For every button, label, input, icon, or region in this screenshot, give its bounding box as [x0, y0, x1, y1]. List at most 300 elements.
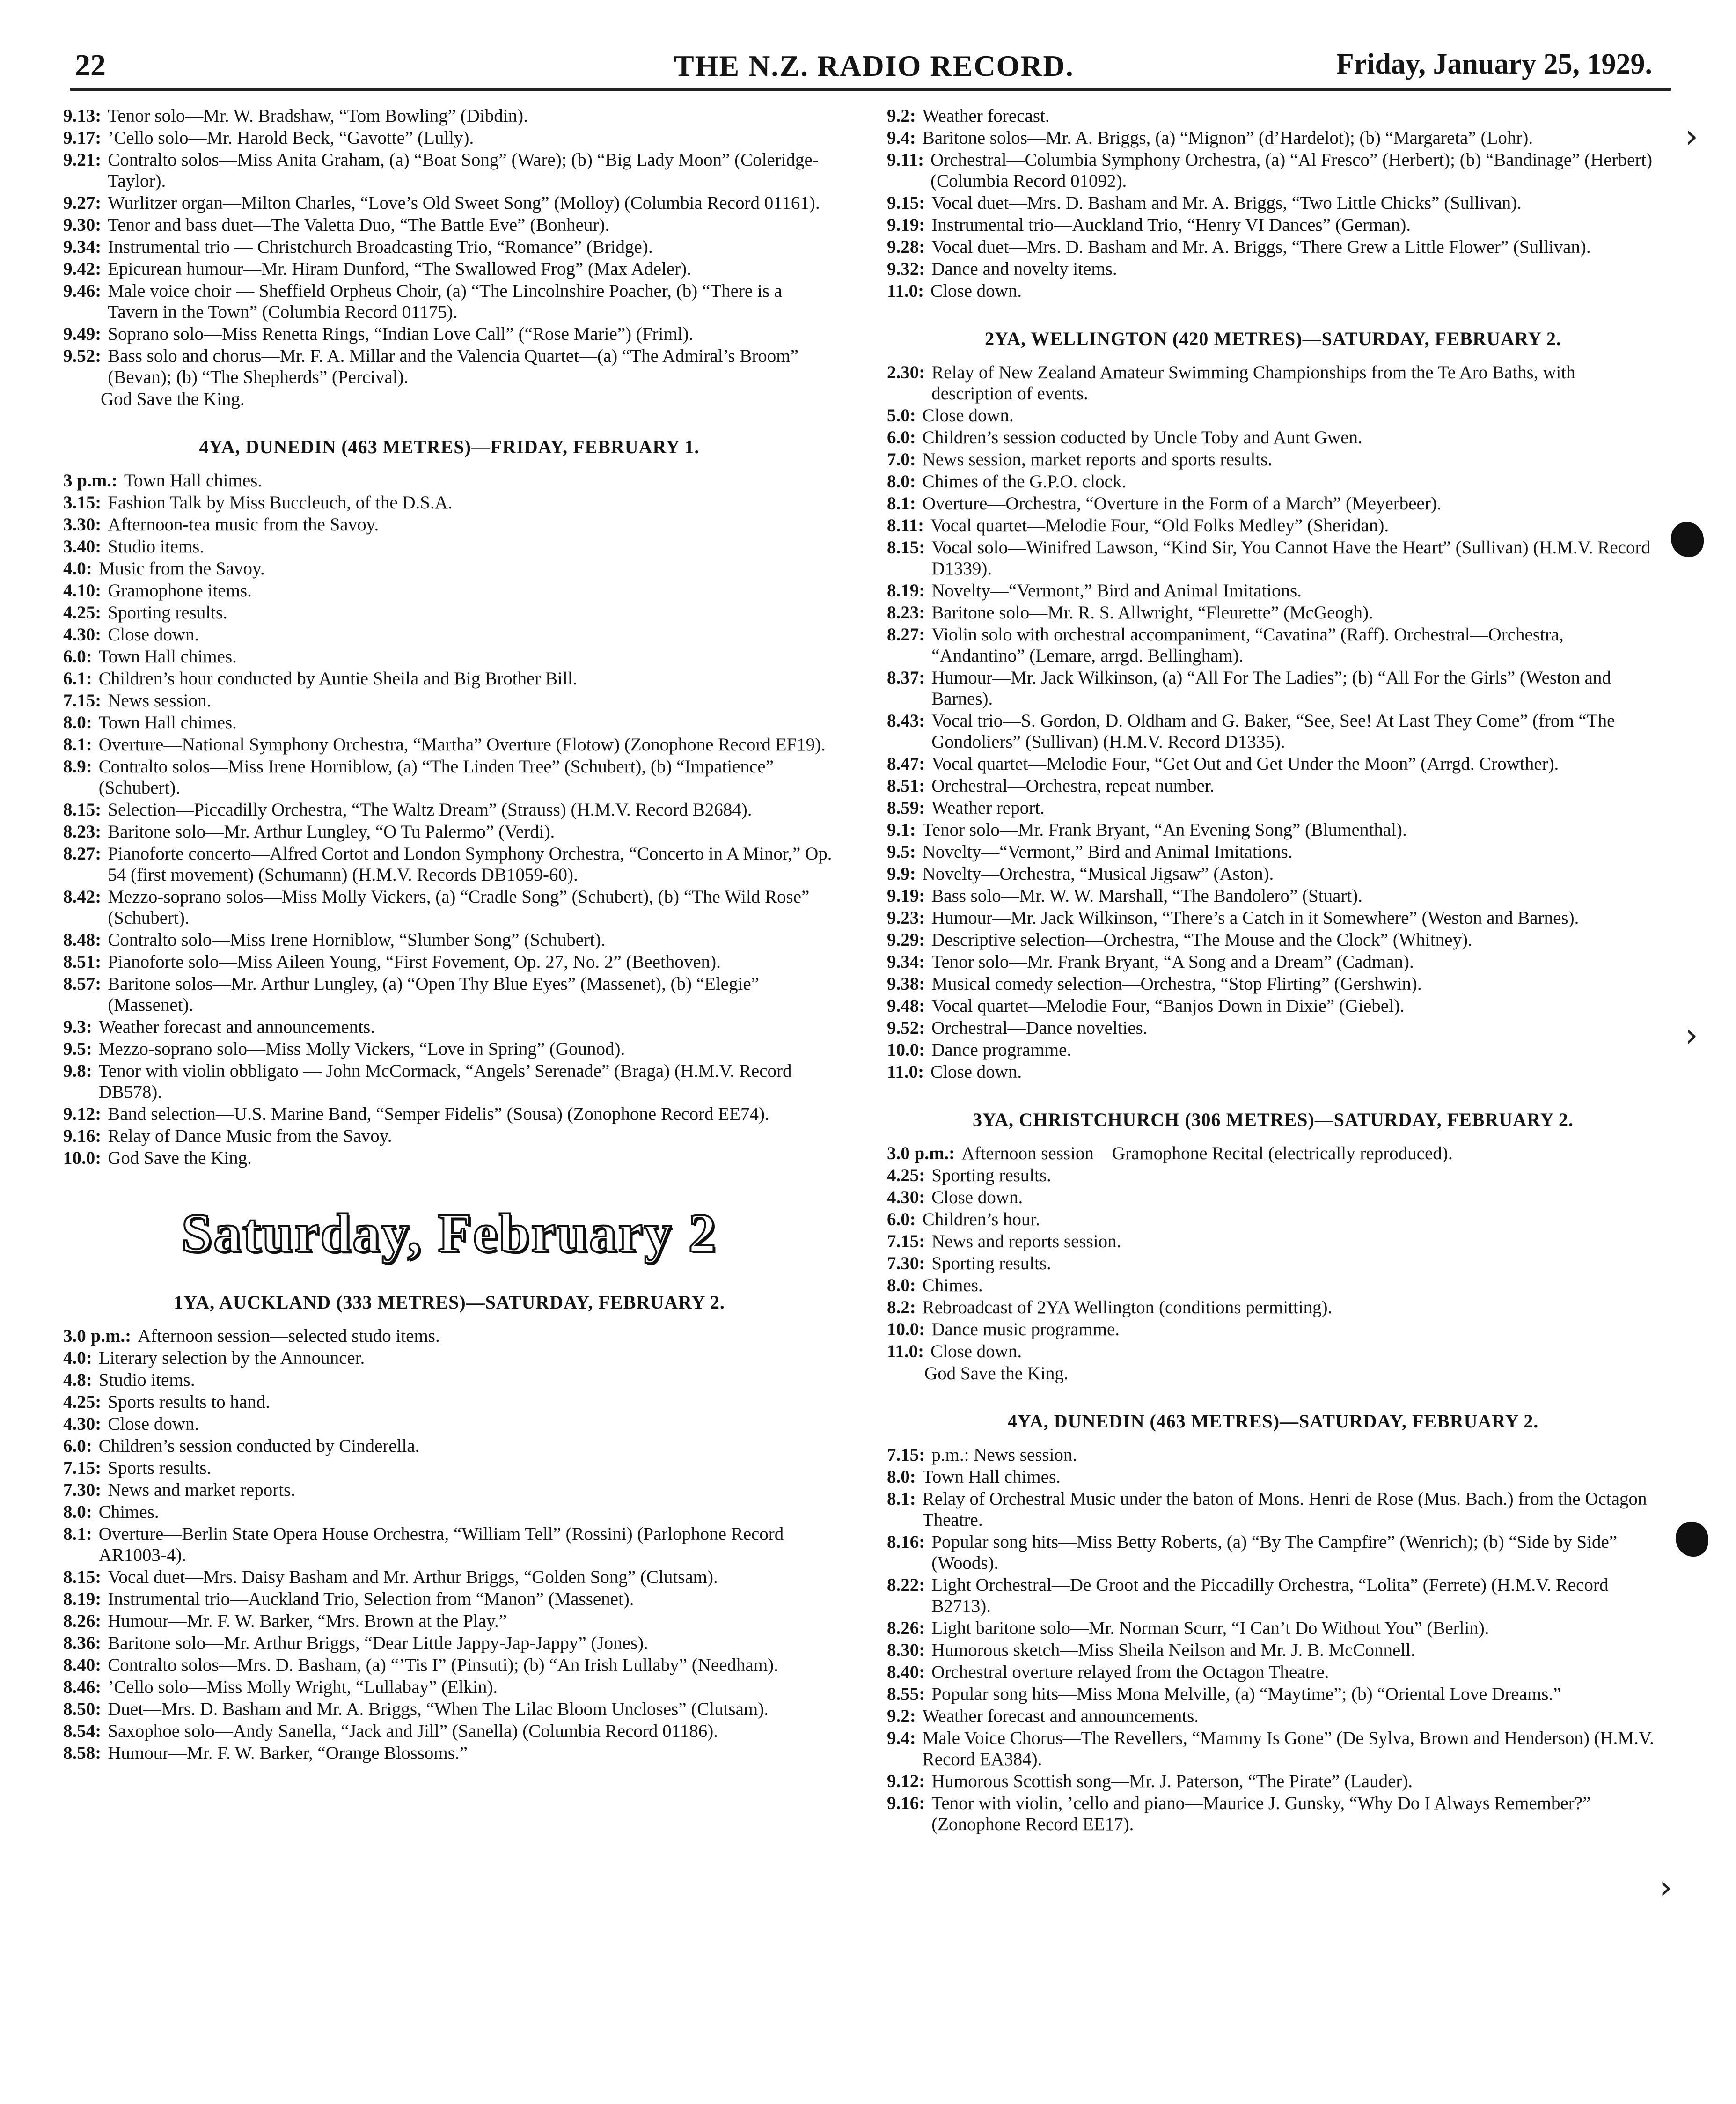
entry-text: Humorous sketch—Miss Sheila Neilson and Mr. J. B. McConnell.: [931, 1640, 1415, 1660]
program-entry: [887, 1444, 1659, 1465]
entry-time: 8.50:: [63, 1699, 102, 1719]
entry-time: 9.4:: [887, 1728, 916, 1748]
entry-time: 8.46:: [63, 1677, 102, 1697]
entry-time: 7.15:: [887, 1231, 925, 1251]
section-heading-auckland-saturday: 1YA, AUCKLAND (333 METRES)—SATURDAY, FEBRUARY 2.: [174, 1292, 725, 1313]
entry-time: 9.49:: [63, 324, 102, 344]
program-entry: [63, 192, 835, 213]
program-entry: [887, 362, 1659, 404]
program-entry: [63, 668, 835, 689]
entry-time: 8.40:: [63, 1655, 102, 1675]
entry-text: Contralto solo—Miss Irene Horniblow, “Slumber Song” (Schubert).: [108, 930, 606, 950]
entry-text: Humour—Mr. F. W. Barker, “Mrs. Brown at the Play.”: [108, 1611, 507, 1631]
entry-time: 4.30:: [63, 625, 102, 645]
entry-time: 9.23:: [887, 908, 925, 928]
entry-time: 8.51:: [63, 952, 102, 972]
header-rule: [70, 88, 1671, 91]
program-entry: [63, 712, 835, 733]
entry-text: Vocal duet—Mrs. Daisy Basham and Mr. Arthur Briggs, “Golden Song” (Clutsam).: [108, 1567, 718, 1587]
entry-time: 8.15:: [63, 1567, 102, 1587]
entry-text: Tenor solo—Mr. W. Bradshaw, “Tom Bowling” (Dibdin).: [108, 106, 528, 126]
entry-text: Rebroadcast of 2YA Wellington (conditions permitting).: [922, 1297, 1333, 1317]
program-entry: [887, 907, 1659, 928]
entry-time: 6.1:: [63, 669, 92, 689]
entry-time: 8.9:: [63, 757, 92, 777]
program-entry: [63, 1148, 835, 1169]
program-entry: [887, 973, 1659, 994]
entry-time: 8.1:: [887, 493, 916, 514]
entry-text: Close down.: [922, 405, 1014, 426]
program-entry: [887, 841, 1659, 862]
program-entry: [887, 1706, 1659, 1727]
program-entry: [63, 821, 835, 842]
entry-time: 9.3:: [63, 1017, 92, 1037]
entry-time: 8.37:: [887, 668, 925, 688]
program-entry: [887, 127, 1659, 148]
entry-time: 10.0:: [887, 1040, 925, 1060]
entry-text: Pianoforte solo—Miss Aileen Young, “First Fovement, Op. 27, No. 2” (Beethoven).: [108, 952, 721, 972]
entry-time: 6.0:: [63, 1436, 92, 1456]
entry-text: Town Hall chimes.: [98, 647, 237, 667]
entry-text: God Save the King.: [108, 1148, 252, 1168]
program-entry: [887, 192, 1659, 213]
entry-text: Light baritone solo—Mr. Norman Scurr, “I Can’t Do Without You” (Berlin).: [931, 1618, 1489, 1638]
margin-mark: ›: [1685, 1016, 1698, 1054]
program-entry: [887, 819, 1659, 840]
program-entry: [887, 1662, 1659, 1683]
program-list: [63, 105, 835, 388]
entry-text: Light Orchestral—De Groot and the Piccadilly Orchestra, “Lolita” (Ferrete) (H.M.V. Record B2713).: [931, 1575, 1609, 1616]
entry-text: Relay of Orchestral Music under the baton of Mons. Henri de Rose (Mus. Bach.) from the Octagon Theatre.: [922, 1489, 1647, 1530]
entry-time: 8.30:: [887, 1640, 925, 1660]
program-entry: [887, 1275, 1659, 1296]
entry-text: Humorous Scottish song—Mr. J. Paterson, “The Pirate” (Lauder).: [931, 1771, 1413, 1791]
entry-time: 11.0:: [887, 1062, 924, 1082]
program-entry: [63, 1016, 835, 1037]
entry-text: Chimes of the G.P.O. clock.: [922, 471, 1127, 492]
entry-time: 8.16:: [887, 1532, 925, 1552]
entry-time: 8.26:: [887, 1618, 925, 1638]
entry-text: Instrumental trio—Auckland Trio, Selection from “Manon” (Massenet).: [108, 1589, 634, 1609]
entry-text: Baritone solos—Mr. A. Briggs, (a) “Mignon” (d’Hardelot); (b) “Margareta” (Lohr).: [922, 128, 1533, 148]
program-entry: [887, 580, 1659, 601]
entry-text: Novelty—Orchestra, “Musical Jigsaw” (Aston).: [922, 864, 1274, 884]
program-entry: [63, 1567, 835, 1588]
entry-text: Selection—Piccadilly Orchestra, “The Waltz Dream” (Strauss) (H.M.V. Record B2684).: [108, 800, 752, 820]
entry-text: Vocal quartet—Melodie Four, “Get Out and Get Under the Moon” (Arrgd. Crowther).: [931, 754, 1559, 774]
entry-text: Vocal trio—S. Gordon, D. Oldham and G. Baker, “See, See! At Last They Come” (from “The Gondoliers” (Sullivan) (H.M.V. Record D1335).: [931, 711, 1615, 752]
closing-line: God Save the King.: [924, 1363, 1069, 1383]
entry-text: Studio items.: [98, 1370, 195, 1390]
entry-time: 9.2:: [887, 1706, 916, 1726]
entry-time: 8.11:: [887, 515, 924, 536]
entry-text: Town Hall chimes.: [922, 1467, 1061, 1487]
program-entry: [887, 1187, 1659, 1208]
program-entry: [63, 1655, 835, 1676]
program-entry: [887, 667, 1659, 709]
entry-time: 9.19:: [887, 886, 925, 906]
entry-time: 8.1:: [63, 735, 92, 755]
entry-text: Novelty—“Vermont,” Bird and Animal Imitations.: [922, 842, 1293, 862]
entry-text: Weather report.: [931, 798, 1045, 818]
entry-text: Town Hall chimes.: [98, 713, 237, 733]
right-column: [887, 105, 1659, 1836]
entry-time: 8.23:: [63, 822, 102, 842]
program-entry: [63, 624, 835, 645]
entry-time: 5.0:: [887, 405, 916, 426]
program-entry: [887, 236, 1659, 257]
program-entry: [63, 492, 835, 513]
entry-text: Popular song hits—Miss Betty Roberts, (a) “By The Campfire” (Wenrich); (b) “Side by Side” (Woods).: [931, 1532, 1618, 1573]
entry-text: Bass solo and chorus—Mr. F. A. Millar and the Valencia Quartet—(a) “The Admiral’s Broom” (Bevan); (b) “The Shepherds” (Percival).: [108, 346, 798, 387]
entry-text: Orchestral—Orchestra, repeat number.: [931, 776, 1215, 796]
program-entry: [887, 797, 1659, 818]
program-entry: [887, 449, 1659, 470]
entry-text: Contralto solos—Miss Irene Horniblow, (a) “The Linden Tree” (Schubert), (b) “Impatience” (Schubert).: [98, 757, 774, 798]
entry-time: 2.30:: [887, 362, 925, 383]
closing-line: God Save the King.: [101, 389, 245, 409]
program-entry: [63, 951, 835, 972]
program-entry: [63, 756, 835, 798]
program-entry: [63, 1347, 835, 1368]
entry-time: 8.40:: [887, 1662, 925, 1682]
entry-text: Sporting results.: [108, 603, 227, 623]
entry-time: 9.4:: [887, 128, 916, 148]
issue-date: Friday, January 25, 1929.: [1336, 48, 1652, 80]
entry-text: Chimes.: [922, 1275, 983, 1295]
entry-text: Tenor solo—Mr. Frank Bryant, “An Evening Song” (Blumenthal).: [922, 820, 1407, 840]
entry-time: 10.0:: [887, 1319, 925, 1339]
program-entry: [887, 493, 1659, 514]
entry-text: Gramophone items.: [108, 581, 252, 601]
entry-text: Afternoon-tea music from the Savoy.: [108, 515, 379, 535]
entry-text: Instrumental trio — Christchurch Broadcasting Trio, “Romance” (Bridge).: [108, 237, 653, 257]
program-entry: [63, 258, 835, 280]
entry-text: Wurlitzer organ—Milton Charles, “Love’s Old Sweet Song” (Molloy) (Columbia Record 01161).: [108, 193, 820, 213]
entry-time: 8.19:: [887, 581, 925, 601]
entry-text: Overture—Berlin State Opera House Orchestra, “William Tell” (Rossini) (Parlophone Record AR1003-4).: [98, 1524, 784, 1565]
program-entry: [887, 1319, 1659, 1340]
entry-time: 8.0:: [887, 1467, 916, 1487]
entry-time: 8.27:: [63, 844, 102, 864]
entry-text: Baritone solo—Mr. Arthur Briggs, “Dear Little Jappy-Jap-Jappy” (Jones).: [108, 1633, 648, 1653]
program-entry: [63, 149, 835, 191]
entry-time: 8.0:: [63, 713, 92, 733]
program-entry: [63, 558, 835, 579]
entry-time: 9.8:: [63, 1061, 92, 1081]
entry-time: 8.26:: [63, 1611, 102, 1631]
program-entry: [887, 258, 1659, 280]
entry-text: Pianoforte concerto—Alfred Cortot and London Symphony Orchestra, “Concerto in A Minor,” Op. 54 (first movement) (Schumann) (H.M.V. Records DB1059-60).: [108, 844, 832, 885]
entry-text: Vocal solo—Winifred Lawson, “Kind Sir, You Cannot Have the Heart” (Sullivan) (H.M.V. Record D1339).: [931, 537, 1650, 579]
entry-time: 8.15:: [887, 537, 925, 558]
entry-time: 9.5:: [887, 842, 916, 862]
program-entry: [63, 346, 835, 388]
day-title: Saturday, February 2: [181, 1202, 718, 1264]
program-entry: [63, 843, 835, 885]
program-entry: [63, 929, 835, 950]
program-entry: [63, 1501, 835, 1523]
program-entry: [63, 1523, 835, 1566]
program-entry: [887, 214, 1659, 235]
program-entry: [887, 1061, 1659, 1082]
program-entry: [887, 1297, 1659, 1318]
program-entry: [63, 127, 835, 148]
entry-time: 9.15:: [887, 193, 925, 213]
program-entry: [63, 1677, 835, 1698]
entry-text: Contralto solos—Miss Anita Graham, (a) “Boat Song” (Ware); (b) “Big Lady Moon” (Coleridge-Taylor).: [108, 150, 819, 191]
entry-time: 4.30:: [887, 1187, 925, 1207]
program-entry: [63, 973, 835, 1015]
program-entry: [887, 1488, 1659, 1530]
entry-text: Epicurean humour—Mr. Hiram Dunford, “The Swallowed Frog” (Max Adeler).: [108, 259, 691, 279]
program-entry: [63, 1103, 835, 1125]
entry-time: 4.8:: [63, 1370, 92, 1390]
entry-text: Descriptive selection—Orchestra, “The Mouse and the Clock” (Whitney).: [931, 930, 1472, 950]
entry-time: 8.58:: [63, 1743, 102, 1763]
entry-text: Mezzo-soprano solo—Miss Molly Vickers, “Love in Spring” (Gounod).: [98, 1039, 625, 1059]
program-entry: [887, 280, 1659, 302]
program-entry: [887, 1640, 1659, 1661]
entry-text: Tenor with violin, ’cello and piano—Maurice J. Gunsky, “Why Do I Always Remember?” (Zonophone Record EE17).: [931, 1793, 1591, 1834]
entry-time: 7.0:: [887, 449, 916, 470]
program-entry: [63, 536, 835, 557]
program-entry: [887, 1017, 1659, 1038]
entry-text: Music from the Savoy.: [98, 559, 265, 579]
program-entry: [887, 427, 1659, 448]
program-entry: [63, 734, 835, 755]
entry-time: 9.13:: [63, 106, 102, 126]
entry-text: Vocal duet—Mrs. D. Basham and Mr. A. Briggs, “Two Little Chicks” (Sullivan).: [931, 193, 1522, 213]
entry-time: 9.12:: [63, 1104, 102, 1124]
entry-text: Male Voice Chorus—The Revellers, “Mammy Is Gone” (De Sylva, Brown and Henderson) (H.M.V. Record EA384).: [922, 1728, 1654, 1769]
entry-text: Chimes.: [98, 1502, 159, 1522]
ink-blot: [1671, 522, 1704, 557]
entry-time: 8.2:: [887, 1297, 916, 1317]
entry-time: 8.1:: [887, 1489, 916, 1509]
program-entry: [63, 324, 835, 345]
program-list: [887, 362, 1659, 1082]
entry-text: Violin solo with orchestral accompaniment, “Cavatina” (Raff). Orchestral—Orchestra, “Andantino” (Lemare, arrgd. Bellingham).: [931, 625, 1564, 666]
program-entry: [63, 1633, 835, 1654]
entry-time: 9.42:: [63, 259, 102, 279]
entry-text: Humour—Mr. Jack Wilkinson, “There’s a Catch in it Somewhere” (Weston and Barnes).: [931, 908, 1579, 928]
program-entry: [887, 753, 1659, 774]
program-entry: [63, 1611, 835, 1632]
entry-text: Weather forecast.: [922, 106, 1050, 126]
program-entry: [63, 1479, 835, 1501]
program-entry: [887, 105, 1659, 126]
program-list: [63, 470, 835, 1169]
entry-text: Close down.: [930, 281, 1022, 301]
entry-time: 3.40:: [63, 537, 102, 557]
program-entry: [887, 471, 1659, 492]
program-entry: [887, 1039, 1659, 1060]
program-entry: [887, 775, 1659, 796]
entry-time: 9.52:: [887, 1018, 925, 1038]
program-entry: [63, 1369, 835, 1390]
left-column: [63, 105, 835, 1765]
program-entry: [63, 1435, 835, 1457]
entry-time: 8.0:: [887, 1275, 916, 1295]
entry-text: Soprano solo—Miss Renetta Rings, “Indian Love Call” (“Rose Marie”) (Friml).: [108, 324, 694, 344]
entry-time: 8.47:: [887, 754, 925, 774]
entry-text: Duet—Mrs. D. Basham and Mr. A. Briggs, “When The Lilac Bloom Uncloses” (Clutsam).: [108, 1699, 769, 1719]
program-entry: [887, 863, 1659, 884]
program-entry: [887, 995, 1659, 1016]
program-entry: [63, 580, 835, 601]
entry-text: Close down.: [930, 1341, 1022, 1361]
entry-time: 4.25:: [63, 603, 102, 623]
entry-text: Baritone solo—Mr. Arthur Lungley, “O Tu Palermo” (Verdi).: [108, 822, 555, 842]
entry-text: Novelty—“Vermont,” Bird and Animal Imitations.: [931, 581, 1302, 601]
entry-text: Vocal quartet—Melodie Four, “Old Folks Medley” (Sheridan).: [930, 515, 1389, 536]
entry-time: 10.0:: [63, 1148, 102, 1168]
entry-time: 6.0:: [63, 647, 92, 667]
entry-time: 8.55:: [887, 1684, 925, 1704]
program-entry: [887, 1466, 1659, 1487]
entry-time: 7.15:: [63, 1458, 102, 1478]
entry-time: 9.19:: [887, 215, 925, 235]
entry-time: 4.25:: [63, 1392, 102, 1412]
program-entry: [887, 1165, 1659, 1186]
entry-text: Baritone solos—Mr. Arthur Lungley, (a) “Open Thy Blue Eyes” (Massenet), (b) “Elegie” (Massenet).: [108, 974, 759, 1015]
entry-time: 4.0:: [63, 1348, 92, 1368]
program-entry: [63, 1060, 835, 1103]
entry-text: p.m.: News session.: [931, 1445, 1077, 1465]
program-entry: [63, 646, 835, 667]
entry-text: Overture—National Symphony Orchestra, “Martha” Overture (Flotow) (Zonophone Record EF19).: [98, 735, 826, 755]
program-list: [887, 1143, 1659, 1362]
entry-text: Humour—Mr. F. W. Barker, “Orange Blossoms.”: [108, 1743, 468, 1763]
program-entry: [63, 1126, 835, 1147]
entry-time: 9.27:: [63, 193, 102, 213]
program-entry: [63, 1413, 835, 1435]
entry-time: 9.1:: [887, 820, 916, 840]
entry-text: News and reports session.: [931, 1231, 1121, 1251]
program-entry: [887, 537, 1659, 579]
program-entry: [63, 236, 835, 257]
entry-text: Relay of New Zealand Amateur Swimming Championships from the Te Aro Baths, with description of events.: [931, 362, 1575, 404]
entry-text: Popular song hits—Miss Mona Melville, (a) “Maytime”; (b) “Oriental Love Dreams.”: [931, 1684, 1561, 1704]
entry-time: 9.21:: [63, 150, 102, 170]
entry-text: Sports results.: [108, 1458, 212, 1478]
entry-time: 4.10:: [63, 581, 102, 601]
program-entry: [63, 1721, 835, 1742]
entry-text: Afternoon session—Gramophone Recital (electrically reproduced).: [961, 1143, 1453, 1163]
program-entry: [887, 1341, 1659, 1362]
program-entry: [887, 405, 1659, 426]
entry-text: Orchestral—Columbia Symphony Orchestra, (a) “Al Fresco” (Herbert); (b) “Bandinage” (Herbert) (Columbia Record 01092).: [930, 150, 1653, 191]
entry-text: Children’s session coducted by Uncle Toby and Aunt Gwen.: [922, 427, 1362, 448]
entry-text: Orchestral overture relayed from the Octagon Theatre.: [931, 1662, 1329, 1682]
program-entry: [63, 214, 835, 235]
program-entry: [887, 710, 1659, 752]
program-entry: [887, 951, 1659, 972]
section-heading-christchurch-saturday: 3YA, CHRISTCHURCH (306 METRES)—SATURDAY, FEBRUARY 2.: [972, 1109, 1574, 1130]
entry-text: News and market reports.: [108, 1480, 295, 1500]
entry-time: 7.15:: [887, 1445, 925, 1465]
entry-time: 9.48:: [887, 996, 925, 1016]
program-entry: [887, 885, 1659, 906]
entry-time: 9.5:: [63, 1039, 92, 1059]
entry-text: Close down.: [930, 1062, 1022, 1082]
program-entry: [887, 1253, 1659, 1274]
program-entry: [887, 1574, 1659, 1617]
entry-time: 8.23:: [887, 603, 925, 623]
entry-time: 8.19:: [63, 1589, 102, 1609]
entry-time: 8.57:: [63, 974, 102, 994]
program-entry: [63, 1038, 835, 1059]
entry-time: 8.36:: [63, 1633, 102, 1653]
entry-time: 9.9:: [887, 864, 916, 884]
publication-title: THE N.Z. RADIO RECORD.: [674, 49, 1074, 82]
entry-text: Afternoon session—selected studo items.: [138, 1326, 440, 1346]
entry-text: Relay of Dance Music from the Savoy.: [108, 1126, 392, 1146]
program-entry: [63, 514, 835, 535]
program-entry: [887, 1143, 1659, 1164]
entry-text: Dance programme.: [931, 1040, 1072, 1060]
program-entry: [63, 799, 835, 820]
entry-time: 4.30:: [63, 1414, 102, 1434]
entry-text: Mezzo-soprano solos—Miss Molly Vickers, (a) “Cradle Song” (Schubert), (b) “The Wild Rose” (Schubert).: [108, 887, 810, 928]
entry-text: Humour—Mr. Jack Wilkinson, (a) “All For The Ladies”; (b) “All For the Girls” (Weston and Barnes).: [931, 668, 1611, 709]
entry-time: 8.54:: [63, 1721, 102, 1741]
program-list: [887, 105, 1659, 302]
entry-text: Vocal quartet—Melodie Four, “Banjos Down in Dixie” (Giebel).: [931, 996, 1405, 1016]
entry-text: Tenor with violin obbligato — John McCormack, “Angels’ Serenade” (Braga) (H.M.V. Record DB578).: [98, 1061, 792, 1102]
entry-time: 9.30:: [63, 215, 102, 235]
margin-mark: ›: [1659, 1868, 1672, 1906]
entry-text: Children’s session conducted by Cinderella.: [98, 1436, 420, 1456]
entry-time: 9.12:: [887, 1771, 925, 1791]
program-entry: [63, 1743, 835, 1764]
entry-time: 6.0:: [887, 427, 916, 448]
entry-text: Sports results to hand.: [108, 1392, 270, 1412]
program-entry: [887, 602, 1659, 623]
entry-time: 4.25:: [887, 1165, 925, 1185]
entry-time: 8.0:: [887, 471, 916, 492]
entry-time: 9.46:: [63, 281, 102, 301]
program-entry: [887, 1209, 1659, 1230]
entry-time: 9.16:: [887, 1793, 925, 1813]
entry-text: Literary selection by the Announcer.: [98, 1348, 365, 1368]
entry-text: Dance music programme.: [931, 1319, 1120, 1339]
entry-text: Male voice choir — Sheffield Orpheus Choir, (a) “The Lincolnshire Poacher, (b) “There is a Tavern in the Town” (Columbia Record 01175).: [108, 281, 783, 322]
entry-time: 8.0:: [63, 1502, 92, 1522]
entry-text: Instrumental trio—Auckland Trio, “Henry VI Dances” (German).: [931, 215, 1411, 235]
entry-text: ’Cello solo—Miss Molly Wright, “Lullabay” (Elkin).: [108, 1677, 498, 1697]
entry-time: 3 p.m.:: [63, 471, 117, 491]
entry-text: Musical comedy selection—Orchestra, “Stop Flirting” (Gershwin).: [931, 974, 1422, 994]
entry-time: 9.52:: [63, 346, 102, 366]
program-entry: [887, 149, 1659, 191]
entry-text: Dance and novelty items.: [931, 259, 1117, 279]
entry-text: Sporting results.: [931, 1253, 1051, 1273]
entry-text: Contralto solos—Mrs. D. Basham, (a) “’Tis I” (Pinsuti); (b) “An Irish Lullaby” (Needham).: [108, 1655, 778, 1675]
entry-time: 3.15:: [63, 493, 102, 513]
program-entry: [63, 1589, 835, 1610]
program-entry: [887, 929, 1659, 950]
program-entry: [887, 1728, 1659, 1770]
program-entry: [63, 886, 835, 928]
entry-text: Saxophoe solo—Andy Sanella, “Jack and Jill” (Sanella) (Columbia Record 01186).: [108, 1721, 718, 1741]
program-entry: [63, 280, 835, 323]
entry-time: 11.0:: [887, 1341, 924, 1361]
entry-time: 3.0 p.m.:: [63, 1326, 132, 1346]
entry-time: 9.2:: [887, 106, 916, 126]
entry-text: Baritone solo—Mr. R. S. Allwright, “Fleurette” (McGeogh).: [931, 603, 1373, 623]
